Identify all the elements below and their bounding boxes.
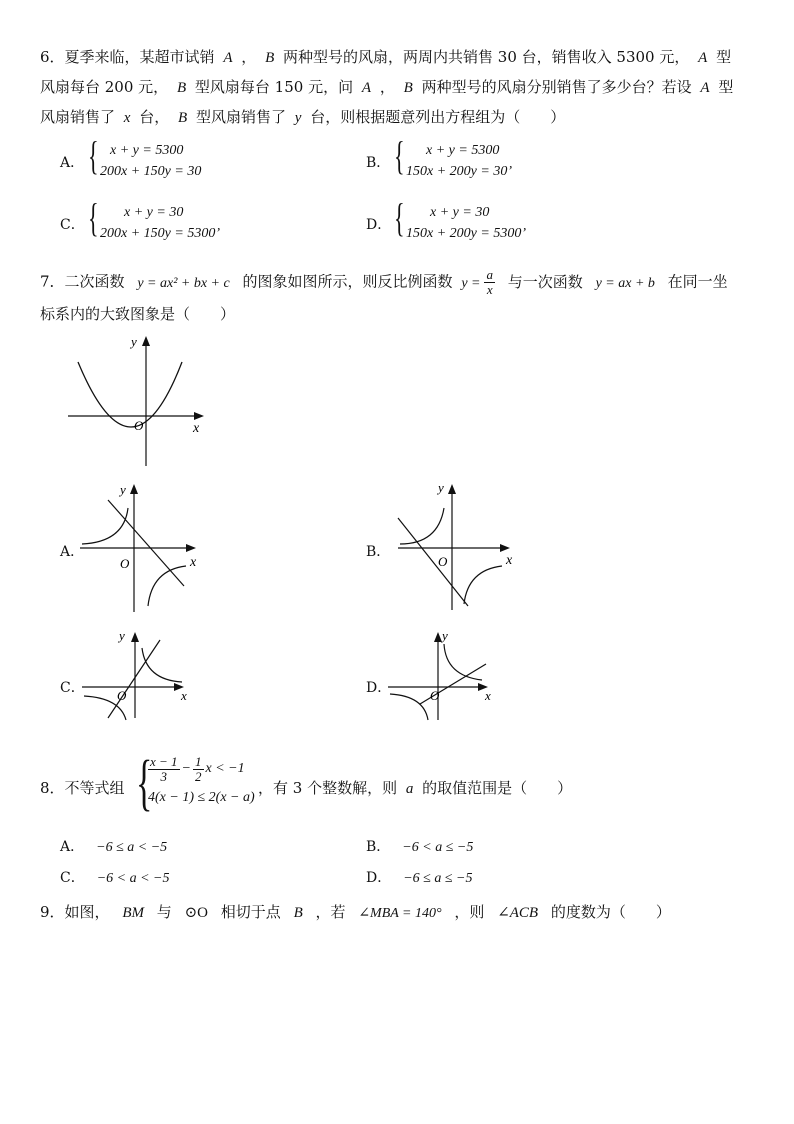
q8-line-tail	[258, 778, 572, 799]
q9-angle: ∠MBA = 140°	[358, 906, 442, 921]
y-label: y	[438, 480, 444, 495]
q7-option-d-graph[interactable]	[386, 626, 502, 722]
x-axis-arrow	[186, 544, 196, 552]
y-label: y	[131, 334, 137, 349]
brace-symbol: {	[88, 195, 99, 240]
q6-line-3	[40, 107, 565, 128]
inequality-1	[148, 752, 255, 786]
q6-var: B	[403, 80, 413, 96]
q6-var: B	[178, 110, 188, 126]
x-axis-arrow	[194, 412, 204, 420]
equation-system	[100, 202, 220, 244]
q9-var: B	[293, 905, 303, 921]
q6-option-c[interactable]	[60, 195, 320, 248]
q6-text: 风扇销售了	[40, 108, 116, 126]
option-label: C．	[60, 870, 85, 886]
q6-text: 台，	[139, 108, 170, 126]
q6-var: x	[123, 110, 131, 126]
q8-text: 8．不等式组	[40, 779, 125, 797]
q6-line-2	[40, 77, 733, 98]
q6-option-b[interactable]	[366, 133, 626, 186]
equation: 200x + 150y = 30	[100, 164, 202, 179]
parabola-curve	[78, 362, 182, 427]
q6-text: ，	[379, 78, 395, 96]
q7-text: 的图象如图所示，则反比例函数	[242, 272, 453, 291]
q6-var: A	[700, 80, 710, 96]
origin-label: O	[117, 688, 127, 703]
option-text: −6 < a < −5	[96, 871, 170, 886]
q6-var: A	[361, 80, 372, 96]
q8-option-d[interactable]	[366, 867, 477, 887]
q6-option-a[interactable]	[60, 133, 320, 186]
q6-text: 两种型号的风扇分别销售了多少台？若设	[421, 78, 692, 96]
q9-text: 的度数为（ ）	[550, 903, 671, 921]
x-label: x	[485, 688, 491, 703]
denominator: x	[486, 282, 493, 297]
option-text: −6 < a ≤ −5	[402, 840, 474, 855]
equation: x + y = 5300	[426, 143, 500, 158]
numerator: 1	[195, 753, 202, 769]
origin-label: O	[134, 418, 144, 433]
q9-circle-symbol: ⊙O	[184, 905, 208, 921]
q7-option-a-label[interactable]: A．	[60, 544, 85, 560]
y-axis-arrow	[448, 484, 456, 494]
q7-option-c-graph[interactable]	[80, 626, 200, 722]
q7-parabola-graph	[60, 332, 210, 472]
comma: ’	[215, 226, 220, 241]
y-axis-arrow	[434, 632, 442, 642]
q7-fraction	[484, 268, 495, 297]
q9-text: 9．如图，	[40, 903, 110, 921]
operator: −	[181, 761, 191, 776]
q6-text: 型风扇每台 150 元，问	[194, 78, 354, 96]
hyperbola-branch	[142, 648, 182, 682]
q7-option-b-label[interactable]: B．	[366, 544, 391, 560]
equation: x + y = 30	[124, 205, 184, 220]
x-label: x	[181, 688, 187, 703]
brace-symbol: {	[394, 195, 405, 240]
option-label: A．	[60, 839, 85, 855]
q6-var: B	[265, 50, 275, 66]
q7-formula: y = ax + b	[595, 275, 655, 291]
comma: ’	[507, 164, 512, 179]
q6-var: B	[176, 80, 187, 96]
q6-line-1	[40, 47, 731, 68]
origin-label: O	[430, 688, 440, 703]
option-label: A．	[60, 155, 85, 171]
equation: x + y = 5300	[110, 143, 184, 158]
q6-option-d[interactable]	[366, 195, 626, 248]
y-label: y	[442, 628, 448, 643]
q8-option-a[interactable]	[60, 836, 171, 856]
q6-text: 两种型号的风扇，两周内共销售 30 台，销售收入 5300 元，	[283, 48, 690, 66]
numerator: x − 1	[150, 753, 178, 769]
option-label: D．	[366, 217, 392, 233]
fraction	[148, 755, 180, 784]
q9-var: BM	[122, 905, 144, 921]
q9-angle: ∠ACB	[497, 905, 539, 921]
q8-option-c[interactable]	[60, 867, 174, 887]
q6-text: 台，则根据题意列出方程组为（ ）	[310, 108, 566, 126]
q7-text: 与一次函数	[507, 272, 583, 291]
q8-var: a	[405, 781, 414, 797]
equation: x + y = 30	[430, 205, 490, 220]
q7-formula: y = ax² + bx + c	[137, 275, 230, 291]
x-label: x	[190, 555, 197, 570]
q6-text: 风扇每台 200 元，	[40, 78, 169, 96]
equation: 150x + 200y = 5300	[406, 226, 522, 241]
q8-option-b[interactable]	[366, 836, 477, 856]
q7-line-2: 标系内的大致图象是（ ）	[40, 305, 236, 323]
q6-text: 6．夏季来临，某超市试销	[40, 48, 215, 66]
q6-var: y	[294, 110, 302, 126]
inequality-tail: x < −1	[205, 761, 245, 776]
q9-text: 相切于点	[220, 903, 281, 921]
q7-option-b-graph[interactable]	[394, 478, 524, 614]
equation-system	[406, 202, 526, 244]
origin-label: O	[438, 554, 448, 569]
q8-inequality-system	[148, 752, 255, 810]
q8-text: 的取值范围是（ ）	[422, 779, 573, 797]
hyperbola-branch	[444, 644, 482, 680]
equation: 150x + 200y = 30	[406, 164, 508, 179]
q9-text: ，若	[315, 903, 346, 921]
q7-text: 在同一坐	[667, 272, 728, 291]
q9-line	[40, 902, 671, 924]
hyperbola-branch	[148, 566, 186, 606]
y-label: y	[120, 482, 126, 497]
y-axis-arrow	[142, 336, 150, 346]
brace-symbol: {	[136, 749, 153, 817]
brace-symbol: {	[394, 133, 405, 178]
q7-option-d-label[interactable]: D．	[366, 680, 392, 696]
denominator: 2	[195, 768, 202, 784]
q7-formula: y =	[461, 275, 481, 291]
comma: ’	[521, 226, 526, 241]
equation-system	[100, 140, 201, 182]
q8-text: ，有 3 个整数解，则	[258, 779, 398, 797]
x-axis-arrow	[500, 544, 510, 552]
numerator: a	[486, 267, 493, 282]
inequality-2: 4(x − 1) ≤ 2(x − a)	[148, 790, 255, 805]
q7-text: 7．二次函数	[40, 272, 125, 291]
q6-text: 型	[718, 78, 734, 96]
fraction	[193, 755, 204, 784]
q7-line-1	[40, 268, 728, 297]
option-label: C．	[60, 217, 85, 233]
x-label: x	[506, 553, 513, 568]
hyperbola-branch	[390, 694, 428, 720]
y-axis-arrow	[130, 484, 138, 494]
option-text: −6 ≤ a ≤ −5	[403, 871, 473, 886]
option-text: −6 ≤ a < −5	[96, 840, 168, 855]
linear-line	[108, 640, 160, 718]
hyperbola-branch	[464, 566, 502, 604]
denominator: 3	[160, 768, 168, 784]
option-label: B．	[366, 839, 391, 855]
origin-label: O	[120, 556, 130, 571]
linear-line	[108, 500, 184, 586]
q6-text: 型	[716, 48, 732, 66]
y-label: y	[119, 628, 125, 643]
q7-option-c-label[interactable]: C．	[60, 680, 85, 696]
q6-var: A	[223, 50, 233, 66]
brace-symbol: {	[88, 133, 99, 178]
linear-line	[398, 518, 468, 606]
option-label: D．	[366, 870, 392, 886]
hyperbola-branch	[400, 508, 444, 544]
q9-text: 与	[156, 903, 172, 921]
equation: 200x + 150y = 5300	[100, 226, 216, 241]
x-label: x	[193, 421, 200, 436]
y-axis-arrow	[131, 632, 139, 642]
option-label: B．	[366, 155, 391, 171]
q7-option-a-graph[interactable]	[80, 478, 210, 614]
q6-text: ，	[241, 48, 257, 66]
equation-system	[406, 140, 512, 182]
q8-line	[40, 778, 125, 798]
q6-text: 型风扇销售了	[196, 108, 287, 126]
q6-var: A	[698, 50, 708, 66]
q9-text: ，则	[454, 903, 485, 921]
hyperbola-branch	[82, 508, 128, 544]
